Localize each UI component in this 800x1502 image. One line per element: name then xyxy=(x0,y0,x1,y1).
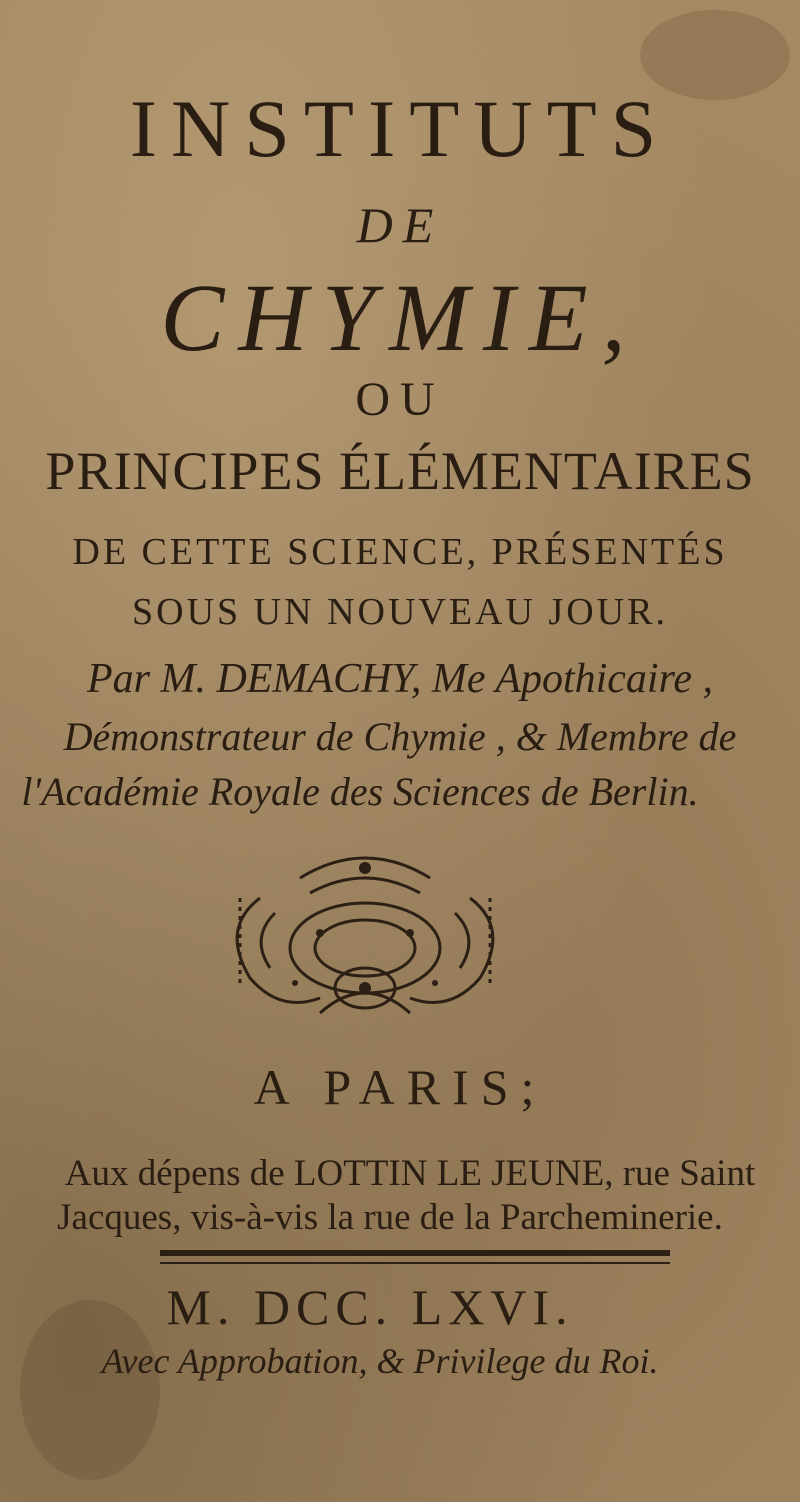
imprint-rule xyxy=(160,1250,670,1256)
book-title-institutes: INSTITUTS xyxy=(129,83,671,174)
book-subtitle-line3: SOUS UN NOUVEAU JOUR. xyxy=(132,591,668,633)
imprint-publisher-line-1: Aux dépens de LOTTIN LE JEUNE, rue Saint xyxy=(64,1153,756,1194)
author-line-3: l'Académie Royale des Sciences de Berlin. xyxy=(21,769,699,814)
imprint-publisher-line-2: Jacques, vis-à-vis la rue de la Parcheminerie. xyxy=(57,1197,723,1238)
book-title-de: DE xyxy=(356,197,444,253)
imprint-place: A PARIS; xyxy=(253,1059,547,1115)
book-title-ou: OU xyxy=(355,373,445,426)
book-title-chymie: CHYMIE, xyxy=(160,264,640,371)
book-subtitle-line2: DE CETTE SCIENCE, PRÉSENTÉS xyxy=(72,531,728,573)
imprint-rule-thin xyxy=(160,1262,670,1264)
imprint-approbation: Avec Approbation, & Privilege du Roi. xyxy=(101,1341,659,1381)
printers-ornament-icon xyxy=(200,838,530,1028)
author-line-2: Démonstrateur de Chymie , & Membre de xyxy=(63,714,737,759)
book-subtitle-principes: PRINCIPES ÉLÉMENTAIRES xyxy=(45,441,755,501)
author-line-1: Par M. DEMACHY, Me Apothicaire , xyxy=(86,656,714,702)
imprint-date: M. DCC. LXVI. xyxy=(166,1279,574,1335)
